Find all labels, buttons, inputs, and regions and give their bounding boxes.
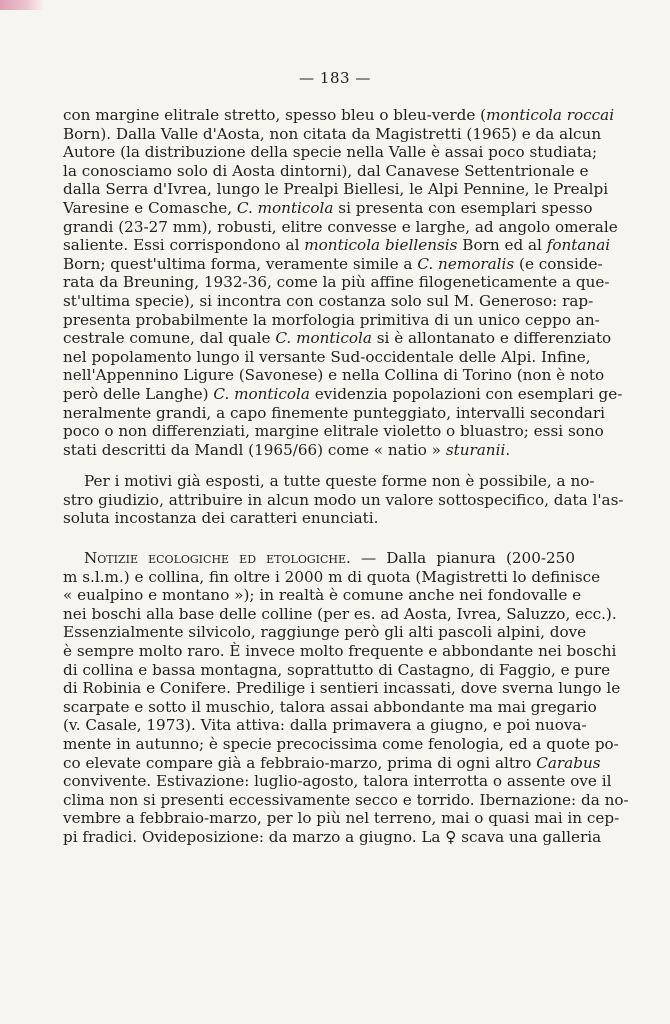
text-line: cestrale comune, dal quale C. monticola si è allontanato e differenziato xyxy=(63,329,612,348)
text-line: pi fradici. Ovideposizione: da marzo a giugno. La ♀ scava una galleria xyxy=(63,827,602,846)
text-line: co elevate compare già a febbraio-marzo, prima di ogni altro Carabus xyxy=(63,753,601,772)
text-line: è sempre molto raro. È invece molto frequente e abbondante nei boschi xyxy=(63,641,617,660)
text-line: stro giudizio, attribuire in alcun modo un valore sottospecifico, data l'as- xyxy=(63,490,624,509)
text-line: convivente. Estivazione: luglio-agosto, talora interrotta o assente ove il xyxy=(63,772,612,791)
text-line: Varesine e Comasche, C. monticola si presenta con esemplari spesso xyxy=(63,198,593,217)
text-line: (v. Casale, 1973). Vita attiva: dalla primavera a giugno, e poi nuova- xyxy=(63,716,587,735)
text-line: scarpate e sotto il muschio, talora assai abbondante ma mai gregario xyxy=(63,697,597,716)
text-line: nell'Appennino Ligure (Savonese) e nella Collina di Torino (non è noto xyxy=(63,366,605,385)
text-line: saliente. Essi corrispondono al monticola biellensis Born ed al fontanai xyxy=(63,236,611,255)
text-line: con margine elitrale stretto, spesso bleu o bleu-verde (monticola roccai xyxy=(63,106,615,124)
paragraph-taxonomy xyxy=(63,106,623,459)
text-line: nei boschi alla base delle colline (per es. ad Aosta, Ivrea, Saluzzo, ecc.). xyxy=(63,604,617,623)
scan-edge-mark xyxy=(0,0,44,10)
text-line: mente in autunno; è specie precocissima come fenologia, ed a quote po- xyxy=(63,734,619,753)
text-line: st'ultima specie), si incontra con costanza solo sul M. Generoso: rap- xyxy=(63,291,594,310)
text-line: nel popolamento lungo il versante Sud-occidentale delle Alpi. Infine, xyxy=(63,347,591,366)
section-heading-line: Notizie ecologiche ed etologiche. — Dalla pianura (200-250 xyxy=(84,549,575,567)
text-line: Per i motivi già esposti, a tutte queste forme non è possibile, a no- xyxy=(84,472,595,490)
text-line: però delle Langhe) C. monticola evidenzia popolazioni con esemplari ge- xyxy=(63,384,623,403)
text-line: clima non si presenti eccessivamente secco e torrido. Ibernazione: da no- xyxy=(63,790,629,809)
text-line: vembre a febbraio-marzo, per lo più nel terreno, mai o quasi mai in cep- xyxy=(63,809,620,828)
text-line: soluta incostanza dei caratteri enunciati. xyxy=(63,509,379,528)
text-line: poco o non differenziati, margine elitrale violetto o bluastro; essi sono xyxy=(63,422,604,441)
text-line: stati descritti da Mandl (1965/66) come « natio » sturanii. xyxy=(63,440,511,459)
text-line: Essenzialmente silvicolo, raggiunge però gli alti pascoli alpini, dove xyxy=(63,623,587,642)
text-line: m s.l.m.) e collina, fin oltre i 2000 m di quota (Magistretti lo definisce xyxy=(63,567,601,586)
paragraph-subspecies-note xyxy=(63,472,624,528)
text-line: dalla Serra d'Ivrea, lungo le Prealpi Biellesi, le Alpi Pennine, le Prealpi xyxy=(63,180,609,199)
text-line: grandi (23-27 mm), robusti, elitre convesse e larghe, ad angolo omerale xyxy=(63,217,618,236)
text-line: Born; quest'ultima forma, veramente simile a C. nemoralis (e conside- xyxy=(63,254,603,273)
text-line: neralmente grandi, a capo finemente punteggiato, intervalli secondari xyxy=(63,403,605,422)
paragraph-ecology xyxy=(63,549,629,847)
text-line: di collina e bassa montagna, soprattutto di Castagno, di Faggio, e pure xyxy=(63,660,611,679)
text-line: la conosciamo solo di Aosta dintorni), dal Canavese Settentrionale e xyxy=(63,161,589,180)
page-number: — 183 — xyxy=(299,69,371,87)
text-line: rata da Breuning, 1932-36, come la più affine filogeneticamente a que- xyxy=(63,273,610,292)
text-line: presenta probabilmente la morfologia primitiva di un unico ceppo an- xyxy=(63,310,600,329)
text-line: di Robinia e Conifere. Predilige i sentieri incassati, dove sverna lungo le xyxy=(63,679,621,698)
text-line: Born). Dalla Valle d'Aosta, non citata da Magistretti (1965) e da alcun xyxy=(63,124,602,143)
text-line: Autore (la distribuzione della specie nella Valle è assai poco studiata; xyxy=(63,143,598,162)
text-line: « eualpino e montano »); in realtà è comune anche nei fondovalle e xyxy=(63,586,582,605)
